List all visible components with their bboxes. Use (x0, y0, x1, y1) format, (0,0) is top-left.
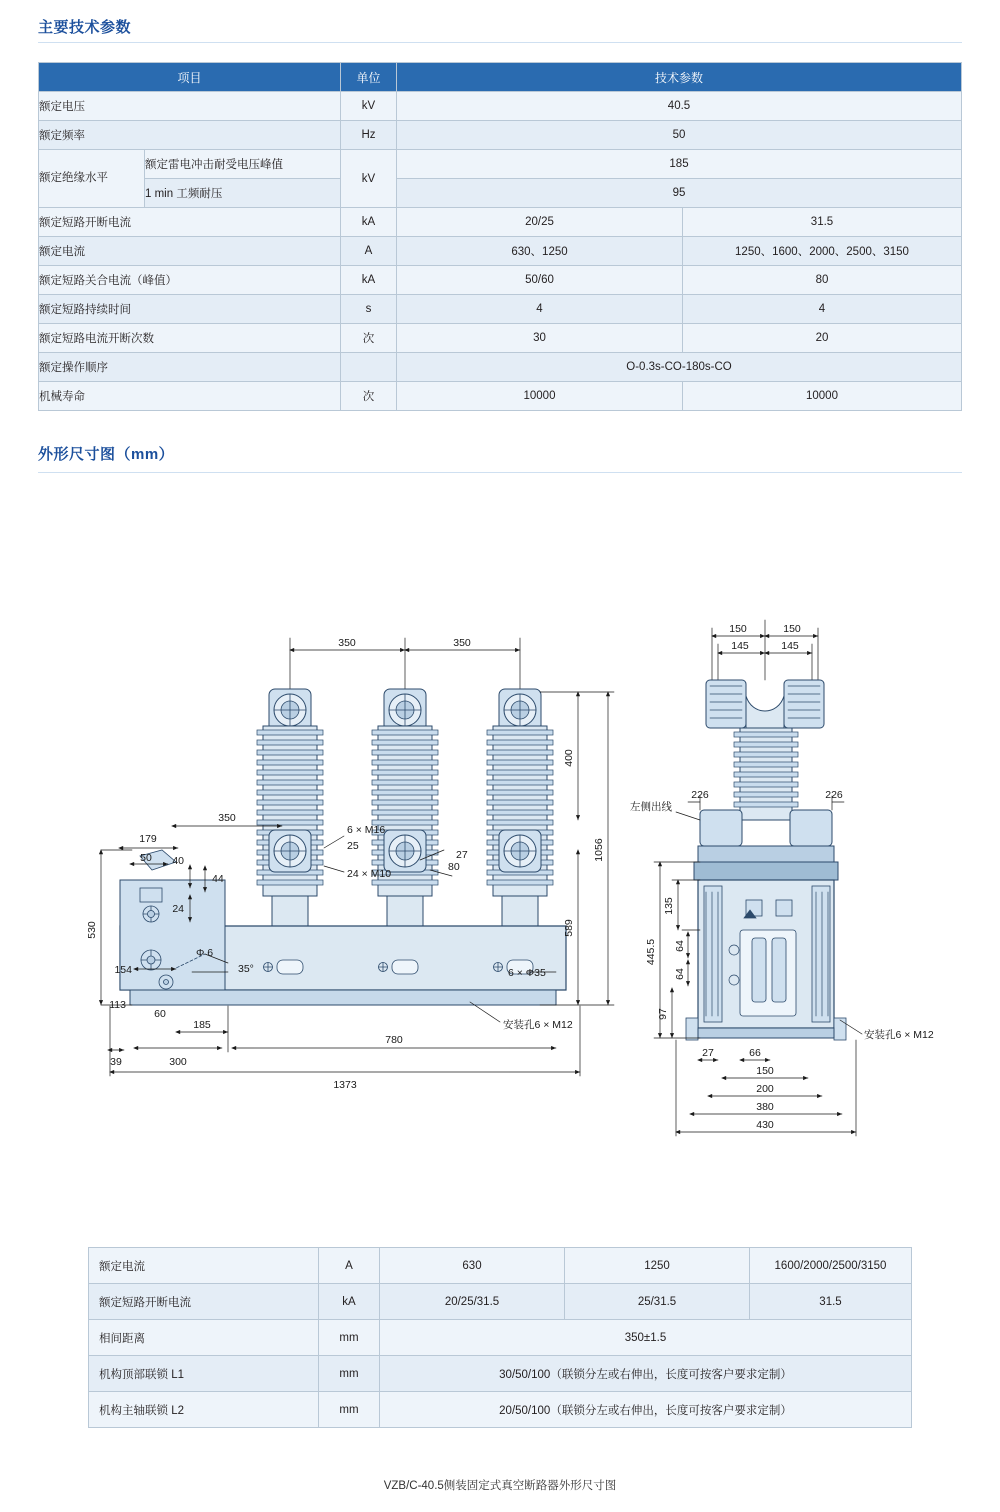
dim-226-a: 226 (691, 789, 709, 801)
dim-60: 60 (154, 1008, 166, 1020)
dim-phi-6: Φ 6 (196, 947, 214, 959)
table-row: 1 min 工频耐压 95 (39, 179, 962, 208)
col-item: 项目 (39, 63, 341, 92)
page-title-dimensions: 外形尺寸图（mm） (38, 446, 175, 463)
dim-300: 300 (169, 1056, 187, 1068)
dim-side-145-a: 145 (731, 640, 749, 652)
dim-side-27: 27 (702, 1047, 714, 1059)
table-row: 额定短路关合电流（峰值） kA 50/60 80 (39, 266, 962, 295)
dim-226-b: 226 (825, 789, 843, 801)
dim-400: 400 (563, 749, 575, 767)
table-row: 额定电流 A 630 1250 1600/2000/2500/3150 (89, 1248, 912, 1284)
label-mount-holes-side: 安装孔6 × M12 (864, 1029, 934, 1041)
dim-24xm10: 24 × M10 (347, 868, 392, 880)
divider-dimensions (38, 472, 962, 473)
table-row: 额定操作顺序 O-0.3s-CO-180s-CO (39, 353, 962, 382)
dim-24: 24 (172, 903, 184, 915)
table-row: 额定短路电流开断次数 次 30 20 (39, 324, 962, 353)
dimension-drawing (0, 520, 1000, 1220)
col-unit: 单位 (341, 63, 397, 92)
dim-6xphi35: 6 × Φ35 (508, 967, 546, 979)
dim-530: 530 (86, 921, 98, 939)
table-row: 额定绝缘水平 额定雷电冲击耐受电压峰值 kV 185 (39, 150, 962, 179)
dim-left-350: 350 (218, 812, 236, 824)
label-mount-holes-front: 安装孔6 × M12 (503, 1019, 573, 1031)
dim-113: 113 (109, 999, 126, 1011)
dim-80: 80 (448, 861, 460, 873)
table-row: 机械寿命 次 10000 10000 (39, 382, 962, 411)
dim-200: 200 (756, 1083, 774, 1095)
table-row: 额定短路开断电流 kA 20/25 31.5 (39, 208, 962, 237)
dim-64-b: 64 (674, 968, 686, 980)
dim-97: 97 (657, 1008, 669, 1020)
divider-spec (38, 42, 962, 43)
dimension-table (88, 1247, 912, 1428)
dim-35-degree: 35° (238, 963, 254, 975)
dim-side-150-a: 150 (729, 623, 747, 635)
dim-780: 780 (385, 1034, 403, 1046)
table-row: 相间距离 mm 350±1.5 (89, 1320, 912, 1356)
dim-135: 135 (663, 897, 675, 915)
dim-185: 185 (193, 1019, 211, 1031)
table-row: 额定频率 Hz 50 (39, 121, 962, 150)
dim-side-145-b: 145 (781, 640, 799, 652)
col-params: 技术参数 (397, 63, 962, 92)
table-row: 额定短路持续时间 s 4 4 (39, 295, 962, 324)
dim-589: 589 (563, 919, 575, 937)
dim-1056: 1056 (593, 838, 605, 862)
figure-caption: VZB/C-40.5侧装固定式真空断路器外形尺寸图 (383, 1480, 617, 1492)
dim-154: 154 (114, 964, 132, 976)
dim-380: 380 (756, 1101, 774, 1113)
dim-64-a: 64 (674, 940, 686, 952)
dim-25: 25 (347, 840, 359, 852)
table-row: 机构顶部联锁 L1 mm 30/50/100（联锁分左或右伸出，长度可按客户要求定制） (89, 1356, 912, 1392)
dim-top-350-a: 350 (338, 637, 356, 649)
dim-179: 179 (139, 833, 157, 845)
dim-50: 50 (140, 852, 152, 864)
dim-40: 40 (172, 855, 184, 867)
dim-6xm16: 6 × M16 (347, 824, 386, 836)
dim-1373: 1373 (333, 1079, 357, 1091)
dim-430: 430 (756, 1119, 774, 1131)
dim-66: 66 (749, 1047, 761, 1059)
table-row: 额定电流 A 630、1250 1250、1600、2000、2500、3150 (39, 237, 962, 266)
dim-445-5: 445.5 (645, 938, 657, 966)
dim-27: 27 (456, 849, 468, 861)
dim-39: 39 (110, 1056, 122, 1068)
dim-top-350-b: 350 (453, 637, 471, 649)
table-row: 机构主轴联锁 L2 mm 20/50/100（联锁分左或右伸出，长度可按客户要求定制） (89, 1392, 912, 1428)
table-row: 额定电压 kV 40.5 (39, 92, 962, 121)
dim-44: 44 (212, 873, 224, 885)
table-row: 额定短路开断电流 kA 20/25/31.5 25/31.5 31.5 (89, 1284, 912, 1320)
dim-side-150-b: 150 (783, 623, 801, 635)
page-title-spec: 主要技术参数 (38, 19, 132, 36)
table-header-row (39, 63, 962, 92)
label-left-outlet: 左侧出线 (630, 801, 672, 813)
spec-table (38, 62, 962, 411)
dim-side-150: 150 (756, 1065, 774, 1077)
